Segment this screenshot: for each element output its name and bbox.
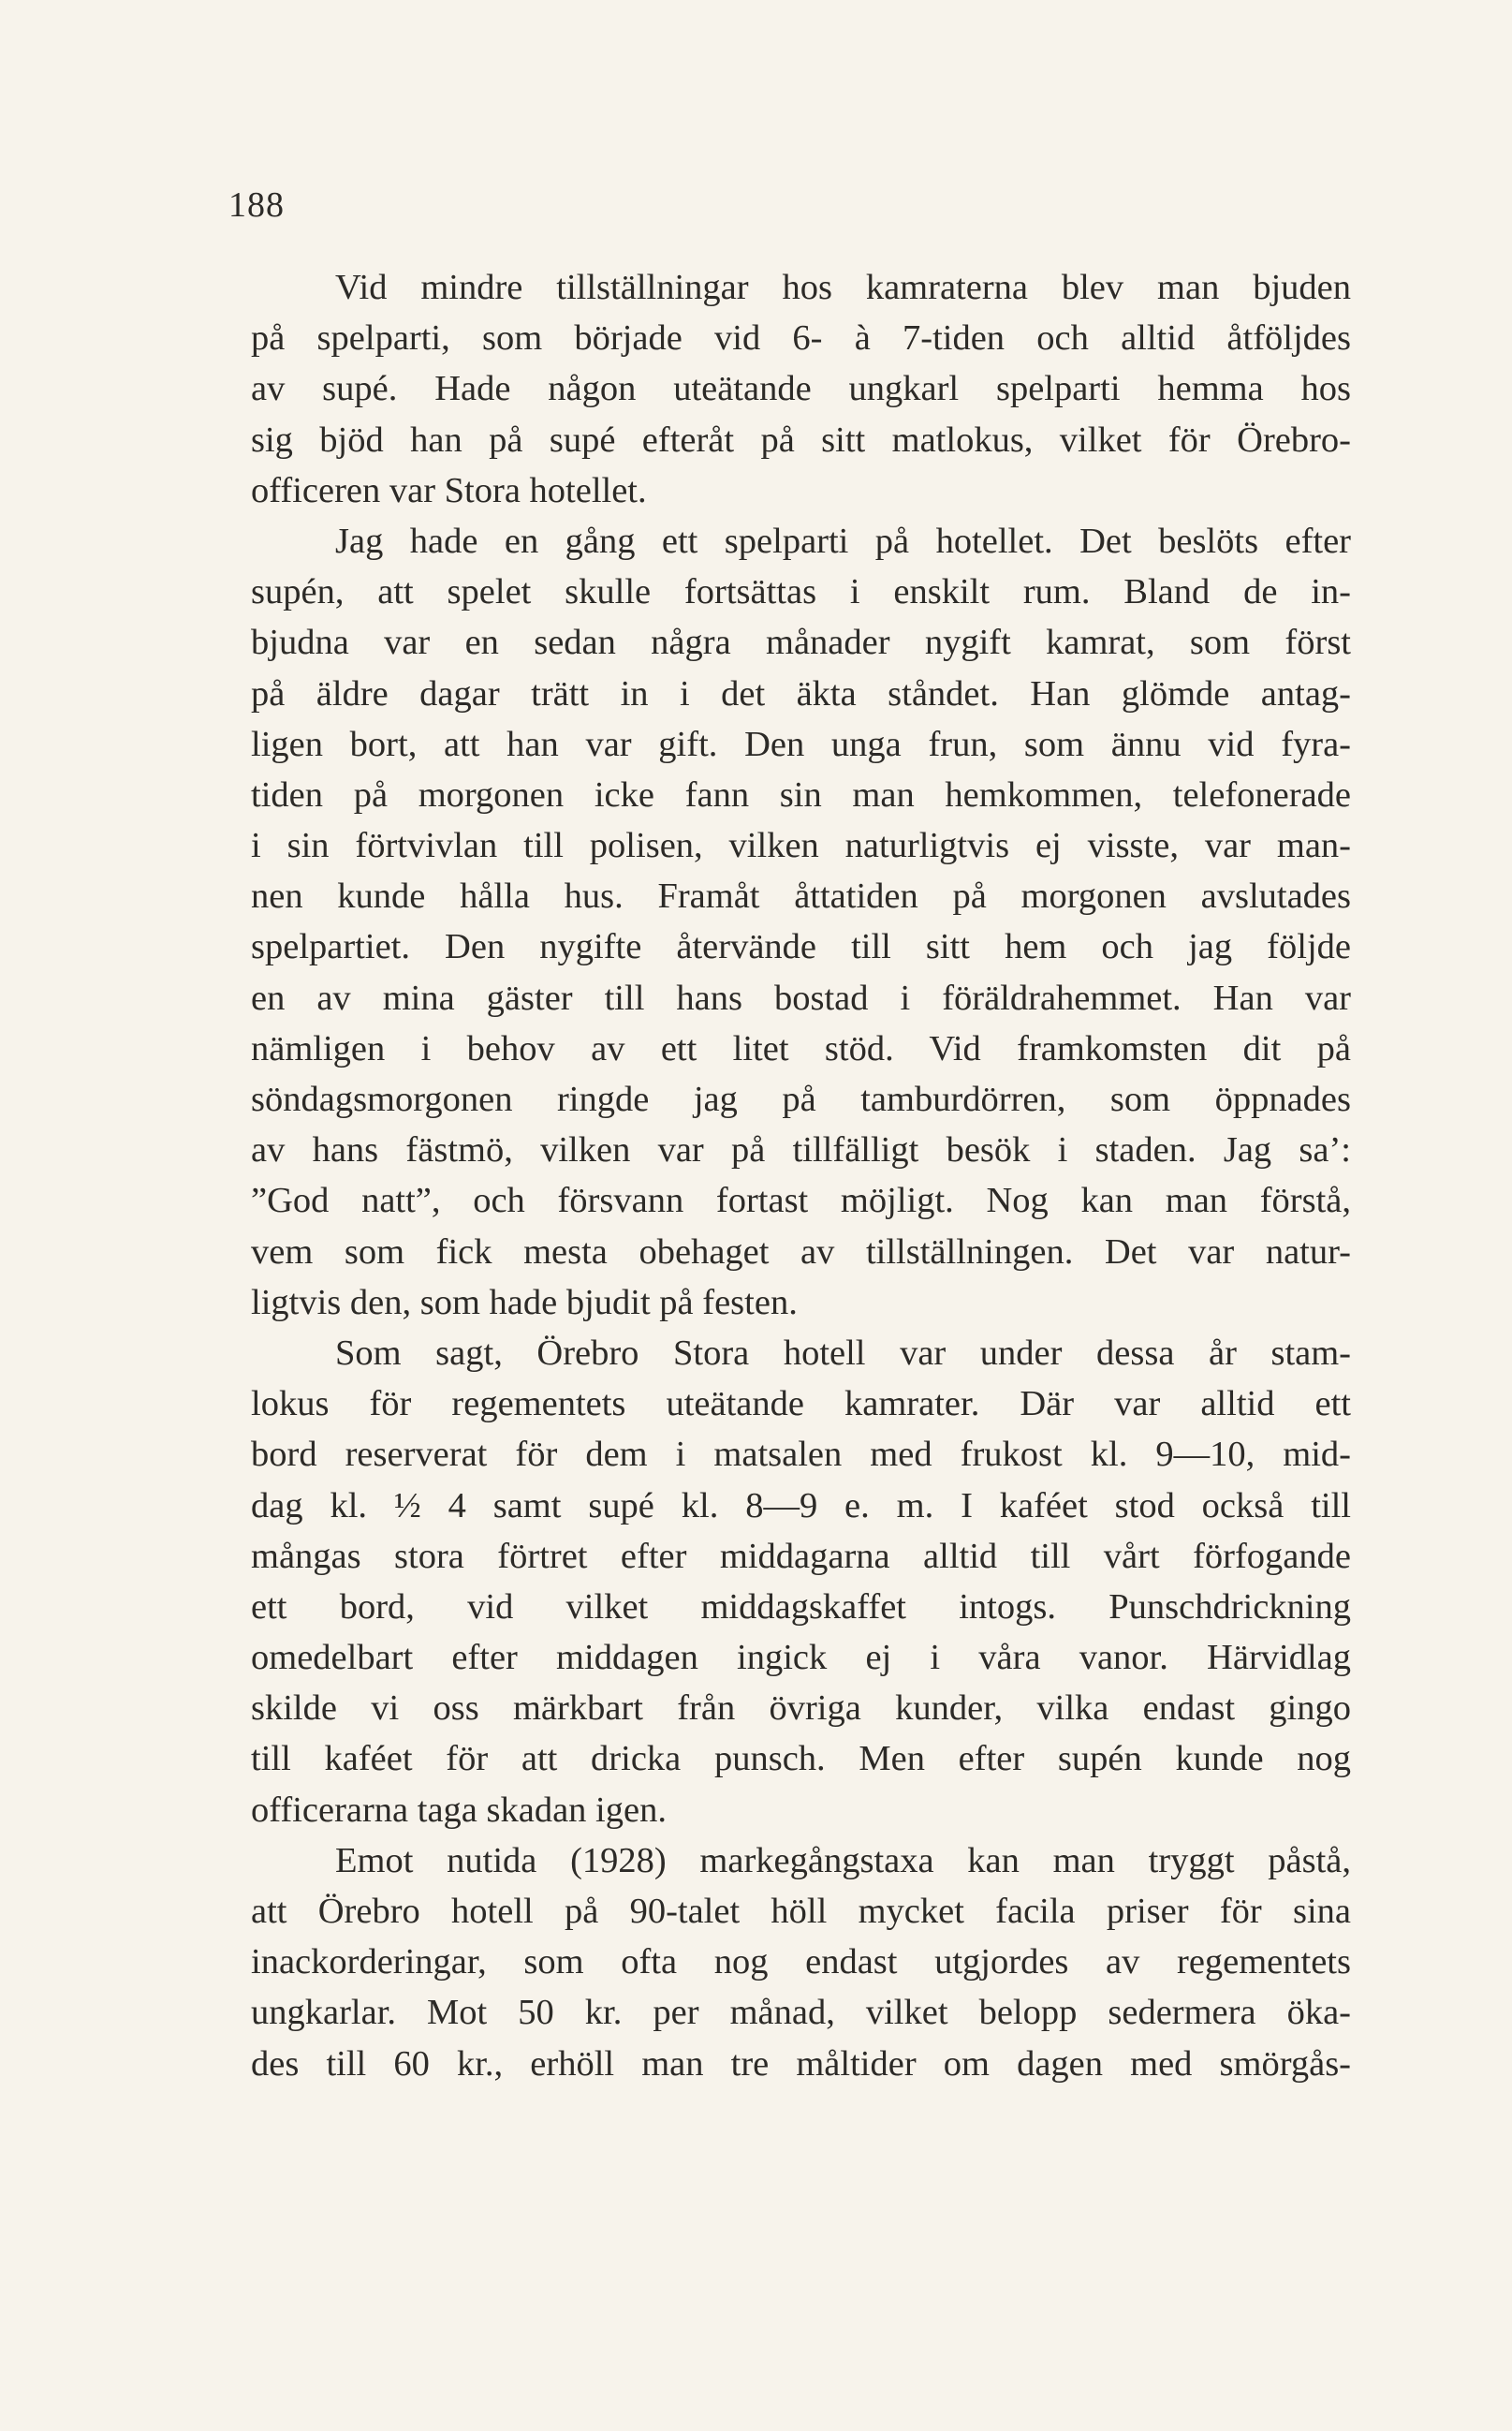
text-line: ungkarlar. Mot 50 kr. per månad, vilket belopp sedermera öka-	[251, 1993, 1351, 2033]
text-line: Som sagt, Örebro Stora hotell var under dessa år stam-	[335, 1333, 1351, 1373]
text-line: spelpartiet. Den nygifte återvände till sitt hem och jag följde	[251, 927, 1351, 967]
text-line: mångas stora förtret efter middagarna alltid till vårt förfogande	[251, 1536, 1351, 1576]
text-line: lokus för regementets uteätande kamrater. Där var alltid ett	[251, 1384, 1351, 1424]
text-line: nen kunde hålla hus. Framåt åttatiden på morgonen avslutades	[251, 877, 1351, 917]
text-line: tiden på morgonen icke fann sin man hemkommen, telefonerade	[251, 774, 1351, 815]
text-line: sig bjöd han på supé efteråt på sitt matlokus, vilket för Örebro-	[251, 420, 1351, 460]
text-line: ett bord, vid vilket middagskaffet intogs. Punschdrickning	[251, 1586, 1351, 1627]
text-line: officerarna taga skadan igen.	[251, 1790, 667, 1830]
text-line: nämligen i behov av ett litet stöd. Vid framkomsten dit på	[251, 1028, 1351, 1068]
text-line: ligtvis den, som hade bjudit på festen.	[251, 1282, 798, 1322]
text-line: att Örebro hotell på 90-talet höll mycket facila priser för sina	[251, 1892, 1351, 1931]
text-line: en av mina gäster till hans bostad i föräldrahemmet. Han var	[251, 978, 1351, 1018]
text-line: supén, att spelet skulle fortsättas i enskilt rum. Bland de in-	[251, 572, 1351, 612]
text-line: ligen bort, att han var gift. Den unga frun, som ännu vid fyra-	[251, 724, 1351, 764]
body-text	[251, 262, 1351, 2089]
text-line: Jag hade en gång ett spelparti på hotellet. Det beslöts efter	[335, 521, 1351, 561]
text-line: Emot nutida (1928) markegångstaxa kan man tryggt påstå,	[335, 1840, 1351, 1880]
text-line: av hans fästmö, vilken var på tillfälligt besök i staden. Jag sa’:	[251, 1130, 1351, 1171]
text-line: av supé. Hade någon uteätande ungkarl spelparti hemma hos	[251, 369, 1351, 409]
text-line: Vid mindre tillställningar hos kamraterna blev man bjuden	[335, 268, 1351, 307]
text-line: skilde vi oss märkbart från övriga kunder, vilka endast gingo	[251, 1688, 1351, 1729]
text-line: dag kl. ½ 4 samt supé kl. 8—9 e. m. I kaféet stod också till	[251, 1485, 1351, 1525]
text-line: i sin förtvivlan till polisen, vilken naturligtvis ej visste, var man-	[251, 826, 1351, 866]
text-line: till kaféet för att dricka punsch. Men efter supén kunde nog	[251, 1739, 1351, 1779]
text-line: söndagsmorgonen ringde jag på tamburdörren, som öppnades	[251, 1080, 1351, 1119]
text-line: bord reserverat för dem i matsalen med frukost kl. 9—10, mid-	[251, 1435, 1351, 1475]
text-line: på spelparti, som började vid 6- à 7-tiden och alltid åtföljdes	[251, 318, 1351, 359]
text-line: inackorderingar, som ofta nog endast utgjordes av regementets	[251, 1942, 1351, 1982]
text-line: des till 60 kr., erhöll man tre måltider om dagen med smörgås-	[251, 2043, 1351, 2084]
text-line: på äldre dagar trätt in i det äkta ståndet. Han glömde antag-	[251, 673, 1351, 714]
text-line: vem som fick mesta obehaget av tillställningen. Det var natur-	[251, 1231, 1351, 1272]
text-line: omedelbart efter middagen ingick ej i våra vanor. Härvidlag	[251, 1638, 1351, 1678]
text-line: ”God natt”, och försvann fortast möjligt. Nog kan man förstå,	[251, 1181, 1351, 1221]
text-line: officeren var Stora hotellet.	[251, 470, 647, 510]
page-number: 188	[228, 185, 285, 225]
text-line: bjudna var en sedan några månader nygift kamrat, som först	[251, 623, 1351, 663]
